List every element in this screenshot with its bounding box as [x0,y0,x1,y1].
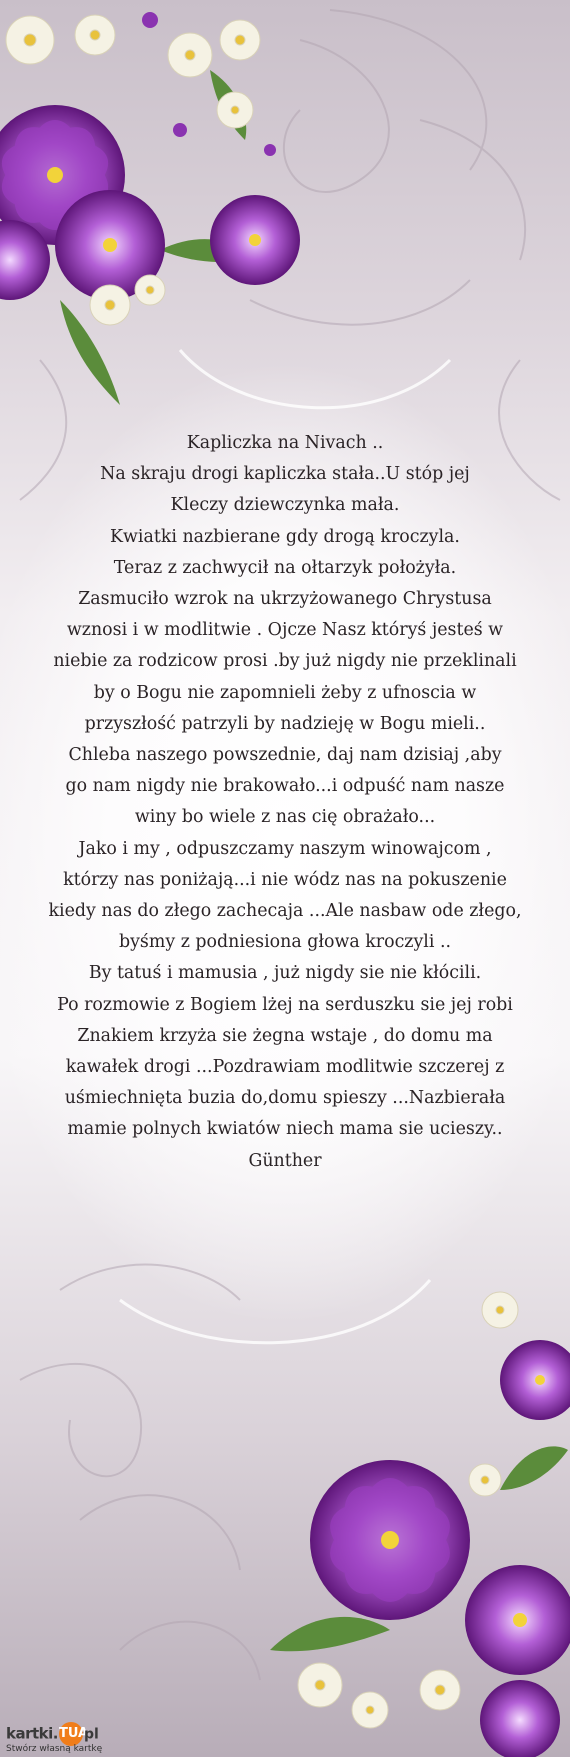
poem-line: Zasmuciło wzrok na ukrzyżowanego Chrystusa [78,589,492,610]
flower-cluster-bottom-right-icon [250,1290,570,1757]
poem-line: Po rozmowie z Bogiem lżej na serduszku sie jej robi [57,994,513,1015]
poem-line: Chleba naszego powszednie, daj nam dzisiaj ,aby [68,745,502,766]
logo-tld: pl [83,1726,99,1743]
poem-line: byśmy z podniesiona głowa kroczyli .. [118,932,452,953]
poem-signature: Günther [248,1150,322,1171]
poem-line: Teraz z zachwycił na ołtarzyk położyła. [113,557,457,578]
kartki-logo[interactable] [6,1722,102,1756]
poem-line: uśmiechnięta buzia do,domu spieszy ...Nazbierała [64,1088,506,1109]
poem-line: kawałek drogi ...Pozdrawiam modlitwie szczerej z [65,1057,505,1078]
poem-line: mamie polnych kwiatów niech mama sie ucieszy.. [67,1119,503,1140]
flower-cluster-top-left-icon [0,0,330,410]
poem-line: Kwiatki nazbierane gdy drogą kroczyla. [110,526,460,547]
poem-line: Kleczy dziewczynka mała. [170,495,400,516]
poem-line: niebie za rodzicow prosi .by już nigdy nie przeklinali [53,651,517,672]
poem-line: wznosi i w modlitwie . Ojcze Nasz któryś jesteś w [66,620,504,641]
poem-line: go nam nigdy nie brakowało...i odpuść nam nasze [65,776,505,797]
poem-line: Jako i my , odpuszczamy naszym winowajcom , [78,838,492,859]
poem-line: którzy nas poniżają...i nie wódz nas na pokuszenie [63,869,507,890]
poem-line: Na skraju drogi kapliczka stała..U stóp jej [100,464,470,485]
poem-line: kiedy nas do złego zachecaja ...Ale nasbaw ode złego, [48,901,522,922]
poem-line: by o Bogu nie zapomnieli żeby z ufnoscia w [93,682,477,703]
logo-tagline: Stwórz własną kartkę [6,1744,103,1754]
logo-badge: TUA [59,1722,83,1746]
poem-title: Kapliczka na Nivach .. [186,433,384,453]
poem-line: winy bo wiele z nas cię obrażało... [134,807,436,828]
poem-line: Znakiem krzyża sie żegna wstaje , do domu ma [77,1025,493,1046]
logo-word: kartki. [6,1724,58,1743]
poem-line: By tatuś i mamusia , już nigdy sie nie kłócili. [88,963,482,984]
poem-line: przyszłość patrzyli by nadzieję w Bogu mieli.. [84,713,486,734]
poem-text [22,428,548,1177]
